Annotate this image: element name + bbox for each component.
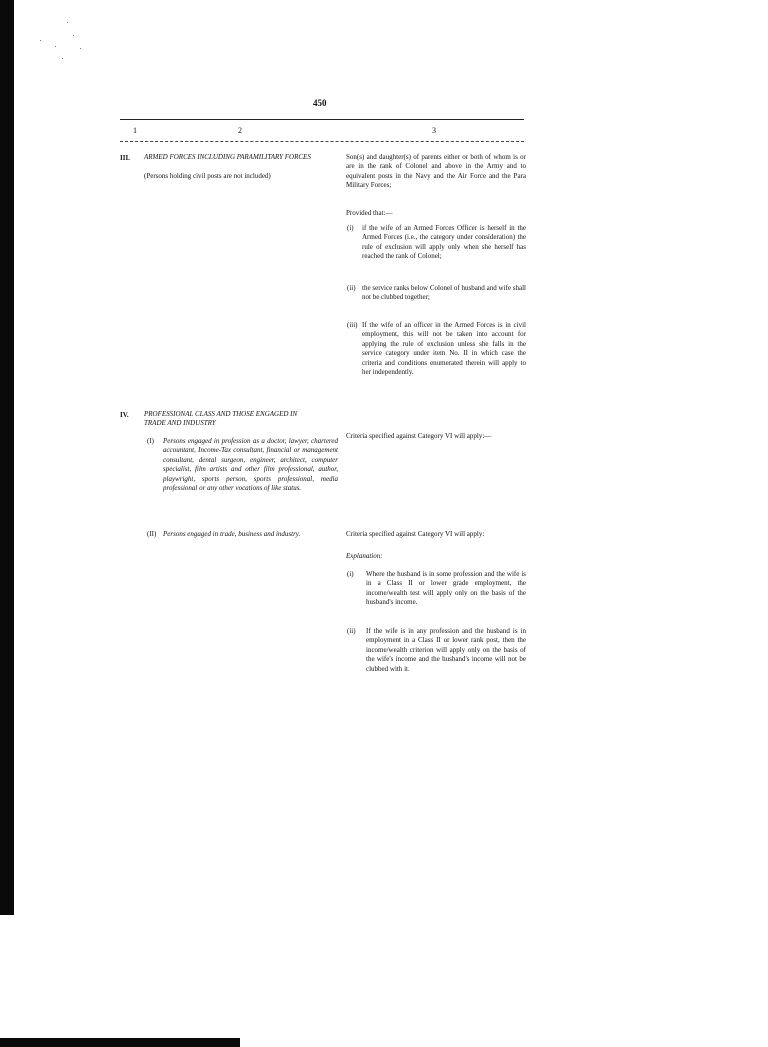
header-rule-bottom: [120, 141, 524, 142]
explanation-ii-text: If the wife is in any profession and the husband is in employment in a Class II or lower rank post, then the income/wealth criterion will apply only on the basis of the wife's income and the husband's income will not be clubbed with it.: [366, 627, 526, 673]
proviso-iii-marker: (iii): [347, 321, 358, 329]
proviso-iii-text: If the wife of an officer in the Armed Forces is in civil employment, this will not be taken into account for applying the rule of exclusion unless she falls in the service category under item No. II in which case the criteria and conditions enumerated therein will apply to her independently.: [362, 321, 526, 377]
proviso-i-text: if the wife of an Armed Forces Officer is herself in the Armed Forces (i.e., the category under consideration) the rule of exclusion will apply only when she herself has reached the rank of Colonel;: [362, 224, 526, 261]
section-iii-note: (Persons holding civil posts are not included): [144, 172, 271, 180]
section-iii-numeral: III.: [120, 154, 130, 162]
explanation-i-text: Where the husband is in some profession and the wife is in a Class II or lower grade employment, the income/wealth test will apply only on the basis of the husband's income.: [366, 570, 526, 607]
explanation-label: Explanation:: [346, 552, 383, 560]
item-ii-marker: (II): [147, 530, 157, 538]
explanation-ii-marker: (ii): [347, 627, 356, 635]
scan-edge-bottom: [0, 1038, 240, 1047]
section-iii-provided: Provided that:—: [346, 209, 393, 217]
proviso-ii-marker: (ii): [347, 284, 356, 292]
section-iv-numeral: IV.: [120, 411, 129, 419]
proviso-i-marker: (i): [347, 224, 354, 232]
explanation-i-marker: (i): [347, 570, 354, 578]
item-i-marker: (I): [147, 437, 154, 445]
scan-speck: [73, 35, 74, 36]
page-number: 450: [313, 98, 327, 108]
scan-speck: [67, 22, 68, 23]
item-ii-text: Persons engaged in trade, business and industry.: [163, 530, 301, 538]
proviso-ii-text: the service ranks below Colonel of husband and wife shall not be clubbed together;: [362, 284, 526, 302]
section-iv-heading: PROFESSIONAL CLASS AND THOSE ENGAGED IN TRADE AND INDUSTRY: [144, 410, 298, 428]
scan-speck: [80, 48, 81, 49]
header-rule-top: [120, 119, 524, 120]
scan-speck: [55, 46, 56, 47]
item-i-criteria: Criteria specified against Category VI will apply:—: [346, 432, 492, 440]
scan-edge-left: [0, 0, 14, 915]
section-iii-criteria: Son(s) and daughter(s) of parents either or both of whom is or are in the rank of Colonel and above in the Army and to equivalent posts in the Navy and the Air Force and the Para Military Forces;: [346, 153, 526, 190]
item-ii-criteria: Criteria specified against Category VI will apply:: [346, 530, 485, 538]
scan-speck: [40, 40, 41, 41]
section-iii-heading: ARMED FORCES INCLUDING PARAMILITARY FORCES: [144, 153, 311, 161]
scan-speck: [62, 58, 63, 59]
item-i-text: Persons engaged in profession as a doctor, lawyer, chartered accountant, Income-Tax consultant, financial or management consultant, dental surgeon, engineer, architect, computer specialist, film artists and other film professional, author, playwright, sports person, sports professional, media professional or any other vocations of like status.: [163, 437, 338, 493]
column-number-3: 3: [432, 126, 436, 135]
column-number-1: 1: [133, 126, 137, 135]
column-number-2: 2: [238, 126, 242, 135]
